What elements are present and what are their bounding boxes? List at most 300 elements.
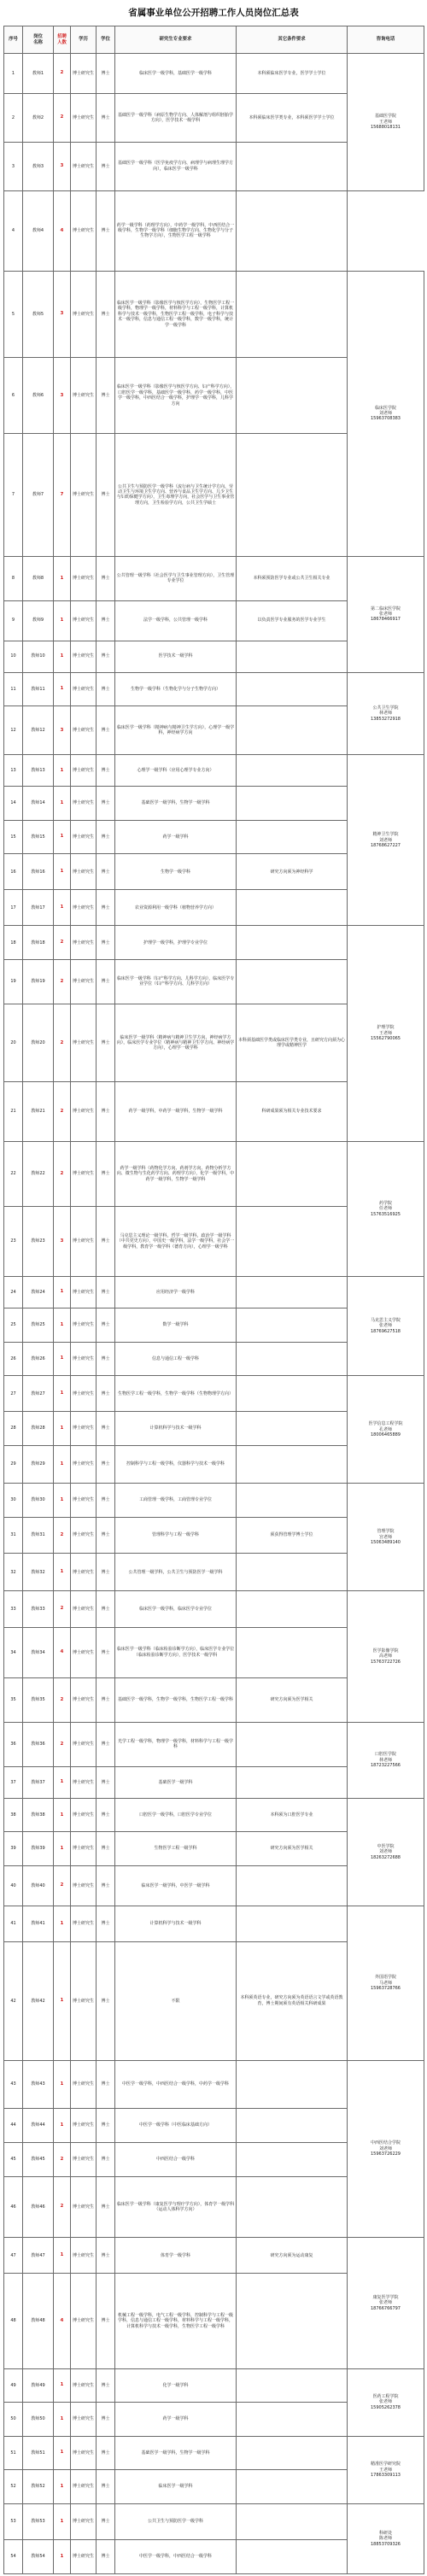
cell-conditions <box>237 1308 348 1343</box>
cell-degree: 博士 <box>97 2368 115 2403</box>
cell-hire-count: 1 <box>54 2060 71 2109</box>
cell-major: 法学一级学科，公共管理一级学科 <box>115 600 237 641</box>
cell-major: 基础医学一级学科 <box>115 1766 237 1798</box>
cell-conditions <box>237 1445 348 1484</box>
cell-major: 生物医学工程一级学科 <box>115 1832 237 1866</box>
header-row <box>4 26 424 54</box>
cell-education: 博士研究生 <box>71 1207 97 1277</box>
cell-education: 博士研究生 <box>71 1832 97 1866</box>
cell-degree: 博士 <box>97 2109 115 2143</box>
cell-degree: 博士 <box>97 2470 115 2504</box>
table-row <box>4 2238 424 2274</box>
cell-conditions: 本科须临床医学类专业，本科须医学学士学位 <box>237 93 348 142</box>
cell-conditions <box>237 2470 348 2504</box>
cell-seq: 12 <box>4 706 23 755</box>
cell-conditions <box>237 820 348 854</box>
cell-degree: 博士 <box>97 1517 115 1553</box>
cell-education: 博士研究生 <box>71 2238 97 2274</box>
cell-hire-count: 1 <box>54 556 71 600</box>
cell-degree: 博士 <box>97 1308 115 1343</box>
cell-education: 博士研究生 <box>71 706 97 755</box>
table-row <box>4 926 424 960</box>
cell-conditions: 研究方向须为运动康复 <box>237 2238 348 2274</box>
cell-major: 生物学一级学科（生物化学与分子生物学方向） <box>115 672 237 706</box>
cell-major: 公共卫生与预防医学一级学科 <box>115 2503 237 2539</box>
cell-major: 基础医学一级学科，生物学一级学科 <box>115 787 237 821</box>
table-row <box>4 2060 424 2109</box>
cell-hire-count: 1 <box>54 787 71 821</box>
cell-education: 博士研究生 <box>71 1627 97 1677</box>
cell-major: 临床医学一级学科（康复医学与理疗学方向），体育学一级学科（运动人体科学方向） <box>115 2176 237 2238</box>
cell-seq: 14 <box>4 787 23 821</box>
cell-degree: 博士 <box>97 2539 115 2573</box>
cell-post-name: 教师44 <box>23 2109 54 2143</box>
cell-seq: 22 <box>4 1141 23 1207</box>
cell-conditions <box>237 1342 348 1376</box>
cell-post-name: 教师19 <box>23 960 54 1004</box>
cell-hire-count: 1 <box>54 1342 71 1376</box>
table-row <box>4 1141 424 1207</box>
cell-hire-count: 1 <box>54 641 71 672</box>
cell-major: 工商管理一级学科，工商管理专业学位 <box>115 1484 237 1518</box>
cell-degree: 博士 <box>97 556 115 600</box>
cell-seq: 47 <box>4 2238 23 2274</box>
cell-post-name: 教师51 <box>23 2436 54 2470</box>
cell-conditions: 须获得管理学博士学位 <box>237 1517 348 1553</box>
cell-education: 博士研究生 <box>71 1141 97 1207</box>
cell-hire-count: 2 <box>54 926 71 960</box>
cell-conditions <box>237 1766 348 1798</box>
cell-hire-count: 2 <box>54 1677 71 1722</box>
cell-conditions <box>237 1277 348 1308</box>
cell-conditions <box>237 672 348 706</box>
cell-education: 博士研究生 <box>71 2368 97 2403</box>
cell-education: 博士研究生 <box>71 1484 97 1518</box>
cell-conditions <box>237 890 348 926</box>
cell-contact: 医药工程学院 张老师 15905262378 <box>348 2368 424 2436</box>
cell-conditions <box>237 190 348 271</box>
cell-hire-count: 1 <box>54 1445 71 1484</box>
cell-education: 博士研究生 <box>71 434 97 556</box>
cell-major: 基础医学一级学科，生物学一级学科，生物医学工程一级学科 <box>115 1677 237 1722</box>
table-row <box>4 1484 424 1518</box>
cell-degree: 博士 <box>97 358 115 434</box>
cell-seq: 24 <box>4 1277 23 1308</box>
cell-post-name: 教师9 <box>23 600 54 641</box>
cell-major: 临床医学一级学科（影像医学与核医学方向），生物医学工程一级学科，物理学一级学科，材料科学与工程一级学科，计算机科学与技术一级学科，生物医学工程一级学科，电子科学与技术一级学科，信息与通信工程一级学科，数学一级学科，统计学一级学科 <box>115 271 237 357</box>
cell-conditions <box>237 2539 348 2573</box>
cell-post-name: 教师13 <box>23 755 54 787</box>
cell-major: 计算机科学与技术一级学科 <box>115 1412 237 1446</box>
cell-conditions <box>237 1591 348 1627</box>
cell-hire-count: 1 <box>54 2470 71 2504</box>
cell-degree: 博士 <box>97 1484 115 1518</box>
table-row <box>4 2503 424 2539</box>
cell-hire-count: 1 <box>54 1277 71 1308</box>
cell-major: 化学一级学科 <box>115 2368 237 2403</box>
cell-hire-count: 7 <box>54 434 71 556</box>
cell-seq: 2 <box>4 93 23 142</box>
cell-post-name: 教师22 <box>23 1141 54 1207</box>
cell-education: 博士研究生 <box>71 2503 97 2539</box>
header-education: 学历 <box>71 26 97 54</box>
cell-seq: 33 <box>4 1591 23 1627</box>
cell-seq: 51 <box>4 2436 23 2470</box>
cell-post-name: 教师31 <box>23 1517 54 1553</box>
cell-seq: 44 <box>4 2109 23 2143</box>
cell-education: 博士研究生 <box>71 1591 97 1627</box>
cell-degree: 博士 <box>97 1627 115 1677</box>
cell-conditions <box>237 1865 348 1906</box>
cell-hire-count: 1 <box>54 1553 71 1591</box>
cell-post-name: 教师4 <box>23 190 54 271</box>
cell-conditions: 科研成果须为相关专业技术要求 <box>237 1082 348 1141</box>
cell-seq: 25 <box>4 1308 23 1343</box>
cell-hire-count: 3 <box>54 358 71 434</box>
cell-education: 博士研究生 <box>71 271 97 357</box>
table-row <box>4 755 424 787</box>
cell-post-name: 教师28 <box>23 1412 54 1446</box>
cell-seq: 9 <box>4 600 23 641</box>
cell-hire-count: 1 <box>54 1798 71 1832</box>
cell-degree: 博士 <box>97 2176 115 2238</box>
cell-major: 应用经济学一级学科 <box>115 1277 237 1308</box>
cell-education: 博士研究生 <box>71 2470 97 2504</box>
cell-major: 中医学一级学科（中医临床基础方向） <box>115 2109 237 2143</box>
cell-post-name: 教师15 <box>23 820 54 854</box>
cell-conditions <box>237 1207 348 1277</box>
cell-major: 不限 <box>115 1942 237 2061</box>
cell-contact: 中西医结合学院 刘老师 15963726229 <box>348 2060 424 2238</box>
cell-major: 数学一级学科 <box>115 1308 237 1343</box>
cell-education: 博士研究生 <box>71 190 97 271</box>
table-row <box>4 2436 424 2470</box>
cell-hire-count: 4 <box>54 1627 71 1677</box>
cell-major: 公共管理一级学科（社会医学与卫生事业管理方向），卫生管理专业学位 <box>115 556 237 600</box>
cell-hire-count: 1 <box>54 672 71 706</box>
cell-contact: 护理学院 王老师 15562790065 <box>348 926 424 1141</box>
cell-hire-count: 2 <box>54 1082 71 1141</box>
cell-education: 博士研究生 <box>71 1517 97 1553</box>
cell-major: 心理学一级学科（应用心理学专业方向） <box>115 755 237 787</box>
cell-degree: 博士 <box>97 1553 115 1591</box>
cell-hire-count: 1 <box>54 2238 71 2274</box>
cell-degree: 博士 <box>97 600 115 641</box>
cell-education: 博士研究生 <box>71 1342 97 1376</box>
cell-education: 博士研究生 <box>71 755 97 787</box>
cell-education: 博士研究生 <box>71 1798 97 1832</box>
cell-major: 药学一级学科 <box>115 820 237 854</box>
cell-contact: 精神卫生学院 刘老师 18768627227 <box>348 755 424 926</box>
cell-degree: 博士 <box>97 926 115 960</box>
cell-major: 信息与通信工程一级学科 <box>115 1342 237 1376</box>
cell-education: 博士研究生 <box>71 890 97 926</box>
cell-hire-count: 1 <box>54 854 71 890</box>
cell-major: 药学一级学科 <box>115 2403 237 2437</box>
cell-major: 计算机科学与技术一级学科 <box>115 1906 237 1941</box>
cell-degree: 博士 <box>97 1207 115 1277</box>
cell-seq: 36 <box>4 1722 23 1766</box>
cell-contact: 临床医学院 刘老师 15963708383 <box>348 271 424 556</box>
cell-post-name: 教师17 <box>23 890 54 926</box>
cell-degree: 博士 <box>97 1865 115 1906</box>
cell-contact: 第二临床医学院 张老师 18678466917 <box>348 556 424 672</box>
cell-degree: 博士 <box>97 706 115 755</box>
table-row <box>4 1591 424 1627</box>
cell-major: 基础医学一级学科（医学免疫学方向、病理学与病理生理学方向），临床医学一级学科 <box>115 142 237 190</box>
cell-post-name: 教师30 <box>23 1484 54 1518</box>
cell-education: 博士研究生 <box>71 1277 97 1308</box>
cell-major: 临床医学一级学科（妇产科学方向、儿科学方向），临床医学专业学位（妇产科学方向、儿科学方向） <box>115 960 237 1004</box>
cell-conditions <box>237 926 348 960</box>
cell-degree: 博士 <box>97 2436 115 2470</box>
cell-major: 中西医结合一级学科 <box>115 2142 237 2176</box>
cell-education: 博士研究生 <box>71 1445 97 1484</box>
cell-conditions <box>237 641 348 672</box>
cell-post-name: 教师25 <box>23 1308 54 1343</box>
cell-seq: 42 <box>4 1942 23 2061</box>
cell-education: 博士研究生 <box>71 2274 97 2368</box>
cell-conditions <box>237 142 348 190</box>
cell-education: 博士研究生 <box>71 1865 97 1906</box>
cell-seq: 29 <box>4 1445 23 1484</box>
cell-conditions <box>237 2436 348 2470</box>
cell-education: 博士研究生 <box>71 1553 97 1591</box>
cell-degree: 博士 <box>97 2274 115 2368</box>
cell-education: 博士研究生 <box>71 926 97 960</box>
cell-education: 博士研究生 <box>71 1722 97 1766</box>
cell-seq: 27 <box>4 1376 23 1412</box>
cell-seq: 45 <box>4 2142 23 2176</box>
cell-hire-count: 1 <box>54 2539 71 2573</box>
cell-seq: 30 <box>4 1484 23 1518</box>
cell-post-name: 教师39 <box>23 1832 54 1866</box>
cell-seq: 20 <box>4 1004 23 1082</box>
cell-education: 博士研究生 <box>71 1082 97 1141</box>
cell-seq: 10 <box>4 641 23 672</box>
cell-hire-count: 2 <box>54 54 71 94</box>
cell-degree: 博士 <box>97 2142 115 2176</box>
cell-conditions: 本科须临床医学专业，医学学士学位 <box>237 54 348 94</box>
cell-post-name: 教师16 <box>23 854 54 890</box>
cell-degree: 博士 <box>97 641 115 672</box>
cell-hire-count: 1 <box>54 1832 71 1866</box>
cell-education: 博士研究生 <box>71 142 97 190</box>
cell-hire-count: 1 <box>54 2109 71 2143</box>
cell-degree: 博士 <box>97 271 115 357</box>
cell-post-name: 教师11 <box>23 672 54 706</box>
cell-post-name: 教师35 <box>23 1677 54 1722</box>
cell-post-name: 教师53 <box>23 2503 54 2539</box>
cell-post-name: 教师42 <box>23 1942 54 2061</box>
table-row <box>4 1906 424 1941</box>
cell-seq: 7 <box>4 434 23 556</box>
cell-education: 博士研究生 <box>71 2109 97 2143</box>
cell-education: 博士研究生 <box>71 1412 97 1446</box>
cell-conditions <box>237 2503 348 2539</box>
cell-hire-count: 3 <box>54 271 71 357</box>
cell-degree: 博士 <box>97 1004 115 1082</box>
cell-contact: 康复医学学院 张老师 18766766797 <box>348 2238 424 2368</box>
header-post-name: 岗位 名称 <box>23 26 54 54</box>
cell-hire-count: 1 <box>54 2368 71 2403</box>
cell-post-name: 教师54 <box>23 2539 54 2573</box>
cell-post-name: 教师6 <box>23 358 54 434</box>
cell-major: 公共管理一级学科，公共卫生与预防医学一级学科 <box>115 1553 237 1591</box>
cell-education: 博士研究生 <box>71 358 97 434</box>
cell-conditions <box>237 960 348 1004</box>
cell-education: 博士研究生 <box>71 2436 97 2470</box>
cell-post-name: 教师45 <box>23 2142 54 2176</box>
cell-contact: 基础医学院 王老师 15688018131 <box>348 54 424 191</box>
cell-degree: 博士 <box>97 1412 115 1446</box>
cell-hire-count: 1 <box>54 600 71 641</box>
cell-conditions <box>237 2176 348 2238</box>
cell-post-name: 教师36 <box>23 1722 54 1766</box>
header-hire-count: 招聘 人数 <box>54 26 71 54</box>
cell-hire-count: 2 <box>54 1141 71 1207</box>
cell-degree: 博士 <box>97 1677 115 1722</box>
cell-hire-count: 1 <box>54 1906 71 1941</box>
cell-conditions <box>237 1484 348 1518</box>
cell-contact: 科研处 陈老师 18853709326 <box>348 2503 424 2573</box>
cell-post-name: 教师32 <box>23 1553 54 1591</box>
cell-education: 博士研究生 <box>71 556 97 600</box>
cell-conditions <box>237 1906 348 1941</box>
cell-seq: 1 <box>4 54 23 94</box>
cell-degree: 博士 <box>97 1277 115 1308</box>
cell-seq: 15 <box>4 820 23 854</box>
cell-degree: 博士 <box>97 1376 115 1412</box>
cell-post-name: 教师12 <box>23 706 54 755</box>
cell-degree: 博士 <box>97 1942 115 2061</box>
table-row <box>4 1798 424 1832</box>
cell-post-name: 教师10 <box>23 641 54 672</box>
cell-seq: 37 <box>4 1766 23 1798</box>
cell-degree: 博士 <box>97 142 115 190</box>
cell-contact: 外国语学院 马老师 15963728766 <box>348 1906 424 2060</box>
cell-conditions <box>237 1627 348 1677</box>
cell-degree: 博士 <box>97 787 115 821</box>
table-row <box>4 271 424 357</box>
cell-conditions: 本科须基础医学类或临床医学类专业，且研究方向须为心理学或精神医学 <box>237 1004 348 1082</box>
cell-degree: 博士 <box>97 1798 115 1832</box>
cell-conditions <box>237 2060 348 2109</box>
cell-education: 博士研究生 <box>71 672 97 706</box>
cell-education: 博士研究生 <box>71 1942 97 2061</box>
cell-degree: 博士 <box>97 1141 115 1207</box>
cell-degree: 博士 <box>97 2503 115 2539</box>
cell-hire-count: 2 <box>54 1004 71 1082</box>
cell-seq: 5 <box>4 271 23 357</box>
cell-hire-count: 2 <box>54 1865 71 1906</box>
cell-seq: 13 <box>4 755 23 787</box>
cell-major: 公共卫生与预防医学一级学科（流行病与卫生统计学方向、劳动卫生与环境卫生学方向、营养与食品卫生学方向、儿少卫生与妇幼保健学方向），卫生毒理学方向，社会医学与卫生事业管理方向，卫生检验学方向，公共卫生学硕士 <box>115 434 237 556</box>
cell-post-name: 教师41 <box>23 1906 54 1941</box>
header-major: 研究生专业要求 <box>115 26 237 54</box>
cell-seq: 28 <box>4 1412 23 1446</box>
cell-conditions <box>237 1722 348 1766</box>
cell-seq: 26 <box>4 1342 23 1376</box>
cell-seq: 11 <box>4 672 23 706</box>
cell-education: 博士研究生 <box>71 960 97 1004</box>
cell-contact: 公共卫生学院 林老师 13853272918 <box>348 672 424 754</box>
cell-degree: 博士 <box>97 1445 115 1484</box>
cell-major: 农业资源利用一级学科（植物营养学方向） <box>115 890 237 926</box>
cell-conditions: 本科须为口腔医学专业 <box>237 1798 348 1832</box>
cell-post-name: 教师38 <box>23 1798 54 1832</box>
cell-conditions <box>237 755 348 787</box>
cell-conditions <box>237 706 348 755</box>
cell-education: 博士研究生 <box>71 2403 97 2437</box>
cell-post-name: 教师7 <box>23 434 54 556</box>
cell-major: 生物学一级学科 <box>115 854 237 890</box>
cell-conditions <box>237 2142 348 2176</box>
table-row <box>4 2368 424 2403</box>
cell-hire-count: 4 <box>54 2274 71 2368</box>
cell-conditions: 研究方向须为医学相关 <box>237 1832 348 1866</box>
cell-post-name: 教师49 <box>23 2368 54 2403</box>
cell-conditions <box>237 2403 348 2437</box>
cell-conditions <box>237 2274 348 2368</box>
cell-post-name: 教师47 <box>23 2238 54 2274</box>
cell-seq: 39 <box>4 1832 23 1866</box>
cell-post-name: 教师52 <box>23 2470 54 2504</box>
cell-seq: 19 <box>4 960 23 1004</box>
cell-contact: 医学信息工程学院 孔老师 18006465889 <box>348 1376 424 1484</box>
cell-seq: 4 <box>4 190 23 271</box>
cell-education: 博士研究生 <box>71 1308 97 1343</box>
cell-seq: 8 <box>4 556 23 600</box>
cell-major: 药学一级学科（药理学方向），中药学一级学科，中西医结合一级学科，生物学一级学科（细胞生物学方向、生物化学与分子生物学方向），生物医学工程一级学科 <box>115 190 237 271</box>
cell-education: 博士研究生 <box>71 787 97 821</box>
cell-seq: 32 <box>4 1553 23 1591</box>
posts-table <box>3 26 424 2574</box>
cell-contact: 马克思主义学院 张老师 18769627518 <box>348 1277 424 1376</box>
cell-education: 博士研究生 <box>71 93 97 142</box>
cell-major: 光学工程一级学科，物理学一级学科，材料科学与工程一级学科 <box>115 1722 237 1766</box>
cell-seq: 52 <box>4 2470 23 2504</box>
cell-degree: 博士 <box>97 672 115 706</box>
cell-education: 博士研究生 <box>71 820 97 854</box>
cell-seq: 40 <box>4 1865 23 1906</box>
cell-major: 医学技术一级学科 <box>115 641 237 672</box>
cell-degree: 博士 <box>97 2403 115 2437</box>
cell-conditions <box>237 1141 348 1207</box>
cell-seq: 49 <box>4 2368 23 2403</box>
cell-degree: 博士 <box>97 890 115 926</box>
cell-degree: 博士 <box>97 1906 115 1941</box>
cell-degree: 博士 <box>97 2238 115 2274</box>
cell-major: 基础医学一级学科，生物学一级学科 <box>115 2436 237 2470</box>
cell-degree: 博士 <box>97 960 115 1004</box>
cell-post-name: 教师24 <box>23 1277 54 1308</box>
cell-seq: 38 <box>4 1798 23 1832</box>
cell-major: 控制科学与工程一级学科，仪器科学与技术一级学科 <box>115 1445 237 1484</box>
cell-conditions <box>237 434 348 556</box>
cell-contact: 精准医学研究院 王老师 17863309113 <box>348 2436 424 2503</box>
cell-major: 基础医学一级学科（病原生物学方向、人体解剖与组织胚胎学方向），医学技术一级学科 <box>115 93 237 142</box>
cell-post-name: 教师8 <box>23 556 54 600</box>
cell-major: 生物医学工程一级学科，生物学一级学科（生物物理学方向） <box>115 1376 237 1412</box>
cell-education: 博士研究生 <box>71 2539 97 2573</box>
cell-major: 临床医学一级学科，中医学一级学科 <box>115 1865 237 1906</box>
cell-hire-count: 2 <box>54 1722 71 1766</box>
cell-post-name: 教师40 <box>23 1865 54 1906</box>
cell-hire-count: 2 <box>54 960 71 1004</box>
cell-education: 博士研究生 <box>71 1766 97 1798</box>
cell-post-name: 教师1 <box>23 54 54 94</box>
